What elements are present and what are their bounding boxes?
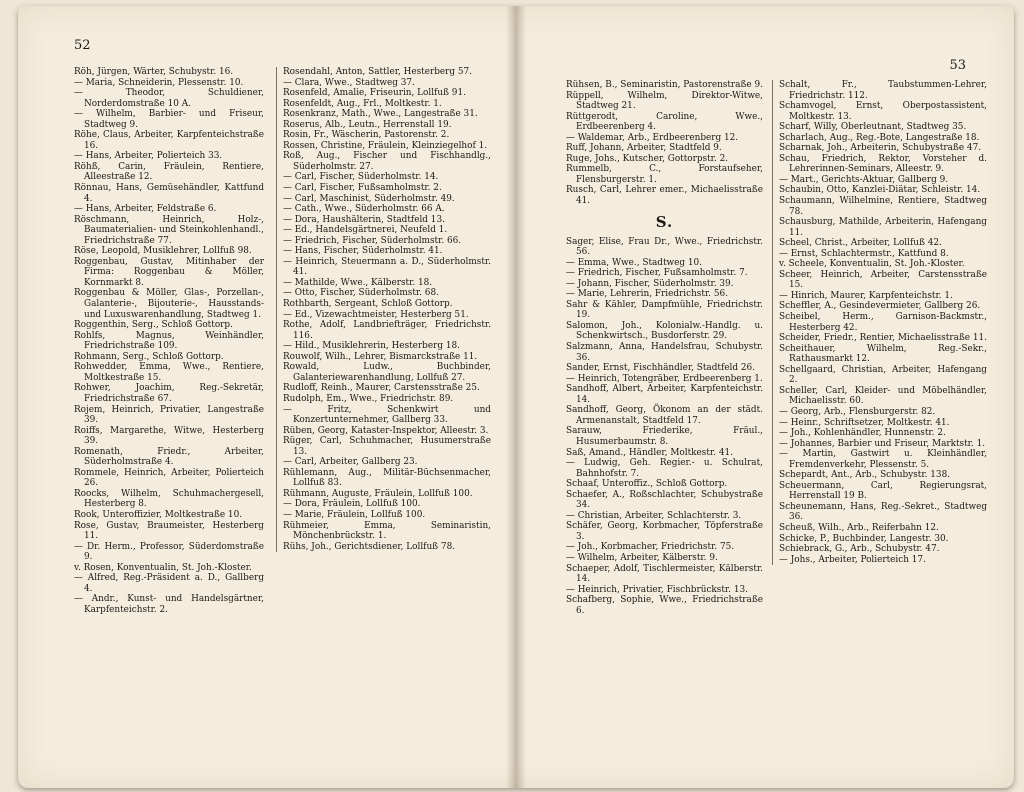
directory-entry: Sandhoff, Albert, Arbeiter, Karpfenteichstr. 14.: [566, 384, 763, 405]
directory-entry: — Cath., Wwe., Süderholmstr. 66 A.: [283, 204, 445, 215]
directory-entry: Röschmann, Heinrich, Holz-, Baumaterialien- und Steinkohlenhandl., Friedrichstraße 77.: [74, 214, 264, 246]
directory-entry: v. Rosen, Konventualin, St. Joh.-Kloster.: [74, 562, 252, 573]
left-page: [18, 6, 506, 788]
section-heading: S.: [655, 212, 674, 231]
directory-entry: — Johannes, Barbier und Friseur, Marktstr. 1.: [779, 438, 986, 449]
directory-entry: — Marie, Lehrerin, Friedrichstr. 56.: [566, 289, 728, 300]
directory-entry: — Maria, Schneiderin, Plessenstr. 10.: [74, 77, 244, 88]
directory-entry: — Dora, Haushälterin, Stadtfeld 13.: [283, 214, 445, 225]
directory-entry: Rühmann, Auguste, Fräulein, Lollfuß 100.: [283, 488, 473, 499]
directory-entry: — Theodor, Schuldiener, Norderdomstraße 10 A.: [74, 88, 264, 109]
directory-entry: — Wilhelm, Arbeiter, Kälberstr. 9.: [566, 552, 718, 563]
directory-entry: Rüppell, Wilhelm, Direktor-Witwe, Stadtweg 21.: [566, 90, 763, 112]
directory-entry: Schicke, P., Buchbinder, Langestr. 30.: [779, 533, 949, 544]
directory-entry: — Hans, Arbeiter, Polierteich 33.: [74, 151, 223, 162]
directory-entry: Sander, Ernst, Fischhändler, Stadtfeld 26.: [566, 363, 755, 374]
directory-entry: Sahr & Kähler, Dampfmühle, Friedrichstr. 19.: [566, 299, 763, 321]
directory-entry: Rohwedder, Emma, Wwe., Rentiere, Moltkestraße 15.: [74, 362, 264, 383]
directory-entry: Scheunemann, Hans, Reg.-Sekret., Stadtweg 36.: [779, 501, 987, 523]
directory-entry: Rüttgerodt, Caroline, Wwe., Erdbeerenberg 4.: [566, 111, 763, 133]
directory-entry: Schau, Friedrich, Rektor, Vorsteher d. Lehrerinnen-Seminars, Alleestr. 9.: [779, 153, 987, 175]
directory-entry: — Mart., Gerichts-Aktuar, Gallberg 9.: [779, 174, 949, 185]
directory-entry: Schaeper, Adolf, Tischlermeister, Kälberstr. 14.: [566, 563, 763, 585]
directory-entry: Schaumann, Wilhelmine, Rentiere, Stadtweg 78.: [779, 196, 987, 217]
right-page-column-1: [566, 80, 763, 616]
directory-entry: Rosendahl, Anton, Sattler, Hesterberg 57.: [283, 67, 473, 77]
directory-entry: — Joh., Korbmacher, Friedrichstr. 75.: [566, 542, 735, 553]
directory-entry: Rosin, Fr., Wäscherin, Pastorenstr. 2.: [283, 130, 450, 141]
directory-entry: Scheider, Friedr., Rentier, Michaelisstraße 11.: [779, 333, 987, 344]
directory-entry: Roggenbau & Möller, Glas-, Porzellan-, Galanterie-, Bijouterie-, Hausstands- und Luxuswarenhandlung, Stadtweg 1.: [74, 288, 264, 320]
directory-entry: — Carl, Maschinist, Süderholmstr. 49.: [283, 193, 455, 204]
directory-entry: Rohmann, Serg., Schloß Gottorp.: [74, 351, 224, 362]
directory-entry: Rossen, Christine, Fräulein, Kleinziegelhof 1.: [283, 140, 488, 151]
directory-entry: — Emma, Wwe., Stadtweg 10.: [566, 257, 703, 268]
directory-entry: Schausburg, Mathilde, Arbeiterin, Hafengang 11.: [779, 217, 987, 238]
directory-entry: Scheithauer, Wilhelm, Reg.-Sekr., Rathausmarkt 12.: [779, 343, 987, 365]
directory-entry: Schafberg, Sophie, Wwe., Friedrichstraße 6.: [566, 595, 763, 616]
directory-entry: — Mathilde, Wwe., Kälberstr. 18.: [283, 277, 433, 288]
directory-entry: Rudolph, Em., Wwe., Friedrichstr. 89.: [283, 393, 454, 404]
directory-entry: Rouwolf, Wilh., Lehrer, Bismarckstraße 11.: [283, 351, 478, 362]
directory-entry: Rühs, Joh., Gerichtsdiener, Lollfuß 78.: [283, 541, 456, 552]
directory-entry: — Carl, Fischer, Fußsamholmstr. 2.: [283, 183, 442, 194]
directory-entry: Rönnau, Hans, Gemüsehändler, Kattfund 4.: [74, 183, 264, 204]
directory-entry: Scheuermann, Carl, Regierungsrat, Herrenstall 19 B.: [779, 480, 987, 502]
directory-entry: Rüben, Georg, Kataster-Inspektor, Alleestr. 3.: [283, 425, 489, 436]
directory-entry: Scheibel, Herm., Garnison-Backmstr., Hesterberg 42.: [779, 312, 987, 333]
directory-entry: Rohlfs, Magnus, Weinhändler, Friedrichstraße 109.: [74, 330, 264, 352]
directory-entry: Scharlach, Aug., Reg.-Bote, Langestraße 18.: [779, 132, 980, 143]
directory-entry: Scharf, Willy, Oberleutnant, Stadtweg 35.: [779, 122, 967, 133]
directory-entry: Salzmann, Anna, Handelsfrau, Schubystr. 36.: [566, 342, 763, 363]
directory-entry: — Martin, Gastwirt u. Kleinhändler, Fremdenverkehr, Plessenstr. 5.: [779, 449, 987, 470]
directory-entry: — Ludwig, Geh. Regier.- u. Schulrat, Bahnhofstr. 7.: [566, 458, 763, 479]
directory-entry: Rothe, Adolf, Landbriefträger, Friedrichstr. 116.: [283, 320, 491, 341]
directory-entry: — Carl, Arbeiter, Gallberg 23.: [283, 457, 418, 468]
directory-entry: Rühsen, B., Seminaristin, Pastorenstraße 9.: [566, 80, 763, 90]
directory-entry: Schellgaard, Christian, Arbeiter, Hafengang 2.: [779, 364, 987, 386]
directory-entry: Romenath, Friedr., Arbeiter, Süderholmstraße 4.: [74, 446, 264, 468]
directory-entry: — Dr. Herm., Professor, Süderdomstraße 9.: [74, 541, 264, 563]
directory-entry: Roserus, Alb., Leutn., Herrenstall 19.: [283, 119, 452, 130]
directory-entry: Röhe, Claus, Arbeiter, Karpfenteichstraße 16.: [74, 130, 264, 151]
directory-entry: — Heinrich, Totengräber, Erdbeerenberg 1.: [566, 373, 763, 384]
directory-entry: Saß, Amand., Händler, Moltkestr. 41.: [566, 447, 733, 458]
directory-entry: — Hild., Musiklehrerin, Hesterberg 18.: [283, 341, 460, 352]
directory-entry: — Friedrich, Fischer, Süderholmstr. 66.: [283, 235, 462, 246]
directory-entry: — Marie, Fräulein, Lollfuß 100.: [283, 509, 426, 520]
directory-entry: Rudloff, Reinh., Maurer, Carstensstraße 25.: [283, 383, 480, 394]
right-page: [526, 6, 1014, 788]
directory-entry: Rosenkranz, Math., Wwe., Langestraße 31.: [283, 109, 478, 120]
directory-entry: Schaefer, A., Roßschlachter, Schubystraße 34.: [566, 489, 763, 511]
page-number: 52: [74, 38, 91, 53]
directory-entry: Schaaf, Unteroffiz., Schloß Gottorp.: [566, 479, 728, 490]
directory-entry: — Otto, Fischer, Süderholmstr. 68.: [283, 288, 439, 299]
directory-entry: — Clara, Wwe., Stadtweg 37.: [283, 77, 415, 88]
directory-entry: — Hinrich, Maurer, Karpfenteichstr. 1.: [779, 290, 953, 301]
directory-entry: Röhß, Carin, Fräulein, Rentiere, Alleestraße 12.: [74, 161, 264, 183]
right-page-column-2: [772, 80, 987, 565]
directory-entry: Scheuß, Wilh., Arb., Reiferbahn 12.: [779, 522, 939, 533]
directory-entry: Roggenthin, Serg., Schloß Gottorp.: [74, 320, 233, 331]
directory-entry: Rummelb, C., Forstaufseher, Flensburgerstr. 1.: [566, 164, 763, 185]
directory-entry: — Alfred, Reg.-Präsident a. D., Gallberg 4.: [74, 573, 264, 594]
directory-entry: Rusch, Carl, Lehrer emer., Michaelisstraße 41.: [566, 185, 763, 207]
directory-entry: — Joh., Kohlenhändler, Hunnenstr. 2.: [779, 428, 946, 439]
directory-entry: — Georg, Arb., Flensburgerstr. 82.: [779, 406, 936, 417]
directory-entry: — Heinr., Schriftsetzer, Moltkestr. 41.: [779, 417, 950, 428]
directory-entry: Sarauw, Friederike, Fräul., Husumerbaumstr. 8.: [566, 426, 763, 447]
directory-entry: — Johs., Arbeiter, Polierteich 17.: [779, 554, 926, 565]
directory-entry: — Andr., Kunst- und Handelsgärtner, Karpfenteichstr. 2.: [74, 594, 264, 615]
directory-entry: Schepardt, Ant., Arb., Schubystr. 138.: [779, 470, 951, 481]
directory-entry: — Dora, Fräulein, Lollfuß 100.: [283, 499, 421, 510]
directory-entry: — Wilhelm, Barbier- und Friseur, Stadtweg 9.: [74, 109, 264, 130]
left-page-column-1: [74, 67, 264, 615]
directory-entry: — Ed., Vizewachtmeister, Hesterberg 51.: [283, 309, 469, 320]
directory-entry: Rühlemann, Aug., Militär-Büchsenmacher, Lollfuß 83.: [283, 467, 491, 489]
directory-entry: — Christian, Arbeiter, Schlachterstr. 3.: [566, 510, 742, 521]
directory-entry: Ruff, Johann, Arbeiter, Stadtfeld 9.: [566, 143, 722, 154]
directory-entry: Roß, Aug., Fischer und Fischhandlg., Süderholmstr. 27.: [283, 151, 491, 172]
entries-before-section: [566, 80, 763, 207]
directory-entry: Rook, Unteroffizier, Moltkestraße 10.: [74, 509, 243, 520]
directory-entry: Rojem, Heinrich, Privatier, Langestraße 39.: [74, 404, 264, 426]
directory-entry: Scharnak, Joh., Arbeiterin, Schubystraße 47.: [779, 143, 982, 154]
directory-entry: Rohwer, Joachim, Reg.-Sekretär, Friedrichstraße 67.: [74, 383, 264, 404]
directory-entry: Schäfer, Georg, Korbmacher, Töpferstraße 3.: [566, 521, 763, 542]
directory-entry: Röh, Jürgen, Wärter, Schubystr. 16.: [74, 67, 234, 77]
directory-entry: Scheer, Heinrich, Arbeiter, Carstensstraße 15.: [779, 269, 987, 291]
directory-entry: Rothbarth, Sergeant, Schloß Gottorp.: [283, 299, 453, 310]
directory-entry: Sandhoff, Georg, Ökonom an der städt. Armenanstalt, Stadtfeld 17.: [566, 405, 763, 426]
directory-entry: Rommele, Heinrich, Arbeiter, Polierteich 26.: [74, 467, 264, 489]
directory-entry: Schiebrack, G., Arb., Schubystr. 47.: [779, 544, 940, 555]
directory-entry: Scheffler, A., Gesindevermieter, Gallberg 26.: [779, 301, 981, 312]
directory-entry: — Heinrich, Steuermann a. D., Süderholmstr. 41.: [283, 256, 491, 278]
directory-entry: Rosenfeld, Amalie, Friseurin, Lollfuß 91.: [283, 88, 466, 99]
directory-entry: Rühmeier, Emma, Seminaristin, Mönchenbrückstr. 1.: [283, 520, 491, 542]
directory-entry: Rosenfeldt, Aug., Frl., Moltkestr. 1.: [283, 98, 442, 109]
directory-entry: — Waldemar, Arb., Erdbeerenberg 12.: [566, 132, 739, 143]
directory-entry: — Hans, Fischer, Süderholmstr. 41.: [283, 246, 443, 257]
directory-entry: Schamvogel, Ernst, Oberpostassistent, Moltkestr. 13.: [779, 101, 987, 122]
directory-entry: Ruge, Johs., Kutscher, Gottorpstr. 2.: [566, 153, 729, 164]
directory-entry: Roiffs, Margarethe, Witwe, Hesterberg 39.: [74, 425, 264, 447]
directory-entry: — Hans, Arbeiter, Feldstraße 6.: [74, 204, 217, 215]
left-page-column-2: [276, 67, 491, 552]
directory-entry: — Friedrich, Fischer, Fußsamholmstr. 7.: [566, 268, 748, 279]
directory-entry: — Fritz, Schenkwirt und Konzertunternehmer, Gallberg 33.: [283, 404, 491, 426]
directory-entry: Schalt, Fr., Taubstummen-Lehrer, Friedrichstr. 112.: [779, 80, 987, 101]
directory-entry: Schaubin, Otto, Kanzlei-Diätar, Schleistr. 14.: [779, 185, 981, 196]
directory-entry: — Heinrich, Privatier, Fischbrückstr. 13.: [566, 584, 748, 595]
entries-after-section: [566, 237, 763, 617]
directory-entry: — Ed., Handelsgärtnerei, Neufeld 1.: [283, 225, 448, 236]
book-gutter: [506, 6, 526, 788]
directory-entry: — Johann, Fischer, Süderholmstr. 39.: [566, 278, 734, 289]
directory-entry: — Ernst, Schlachtermstr., Kattfund 8.: [779, 248, 949, 259]
directory-entry: Sager, Elise, Frau Dr., Wwe., Friedrichstr. 56.: [566, 236, 763, 258]
directory-entry: Rose, Gustav, Braumeister, Hesterberg 11.: [74, 520, 264, 542]
directory-entry: Salomon, Joh., Kolonialw.-Handlg. u. Schenkwirtsch., Busdorferstr. 29.: [566, 320, 763, 342]
page-number: 53: [949, 58, 966, 73]
directory-entry: Roggenbau, Gustav, Mitinhaber der Firma: Roggenbau & Möller, Kornmarkt 8.: [74, 256, 264, 288]
directory-entry: Scheel, Christ., Arbeiter, Lollfuß 42.: [779, 238, 942, 249]
directory-entry: v. Scheele, Konventualin, St. Joh.-Kloster.: [779, 259, 965, 270]
directory-entry: Scheller, Carl, Kleider- und Möbelhändler, Michaelisstr. 60.: [779, 385, 987, 407]
directory-entry: Röse, Leopold, Musiklehrer, Lollfuß 98.: [74, 246, 252, 257]
open-book: [18, 6, 1014, 788]
directory-entry: Rüger, Carl, Schuhmacher, Husumerstraße 13.: [283, 436, 491, 457]
directory-entry: — Carl, Fischer, Süderholmstr. 14.: [283, 172, 439, 183]
directory-entry: Rowald, Ludw., Buchbinder, Galanteriewarenhandlung, Lollfuß 27.: [283, 362, 491, 383]
directory-entry: Roocks, Wilhelm, Schuhmachergesell, Hesterberg 8.: [74, 488, 264, 510]
